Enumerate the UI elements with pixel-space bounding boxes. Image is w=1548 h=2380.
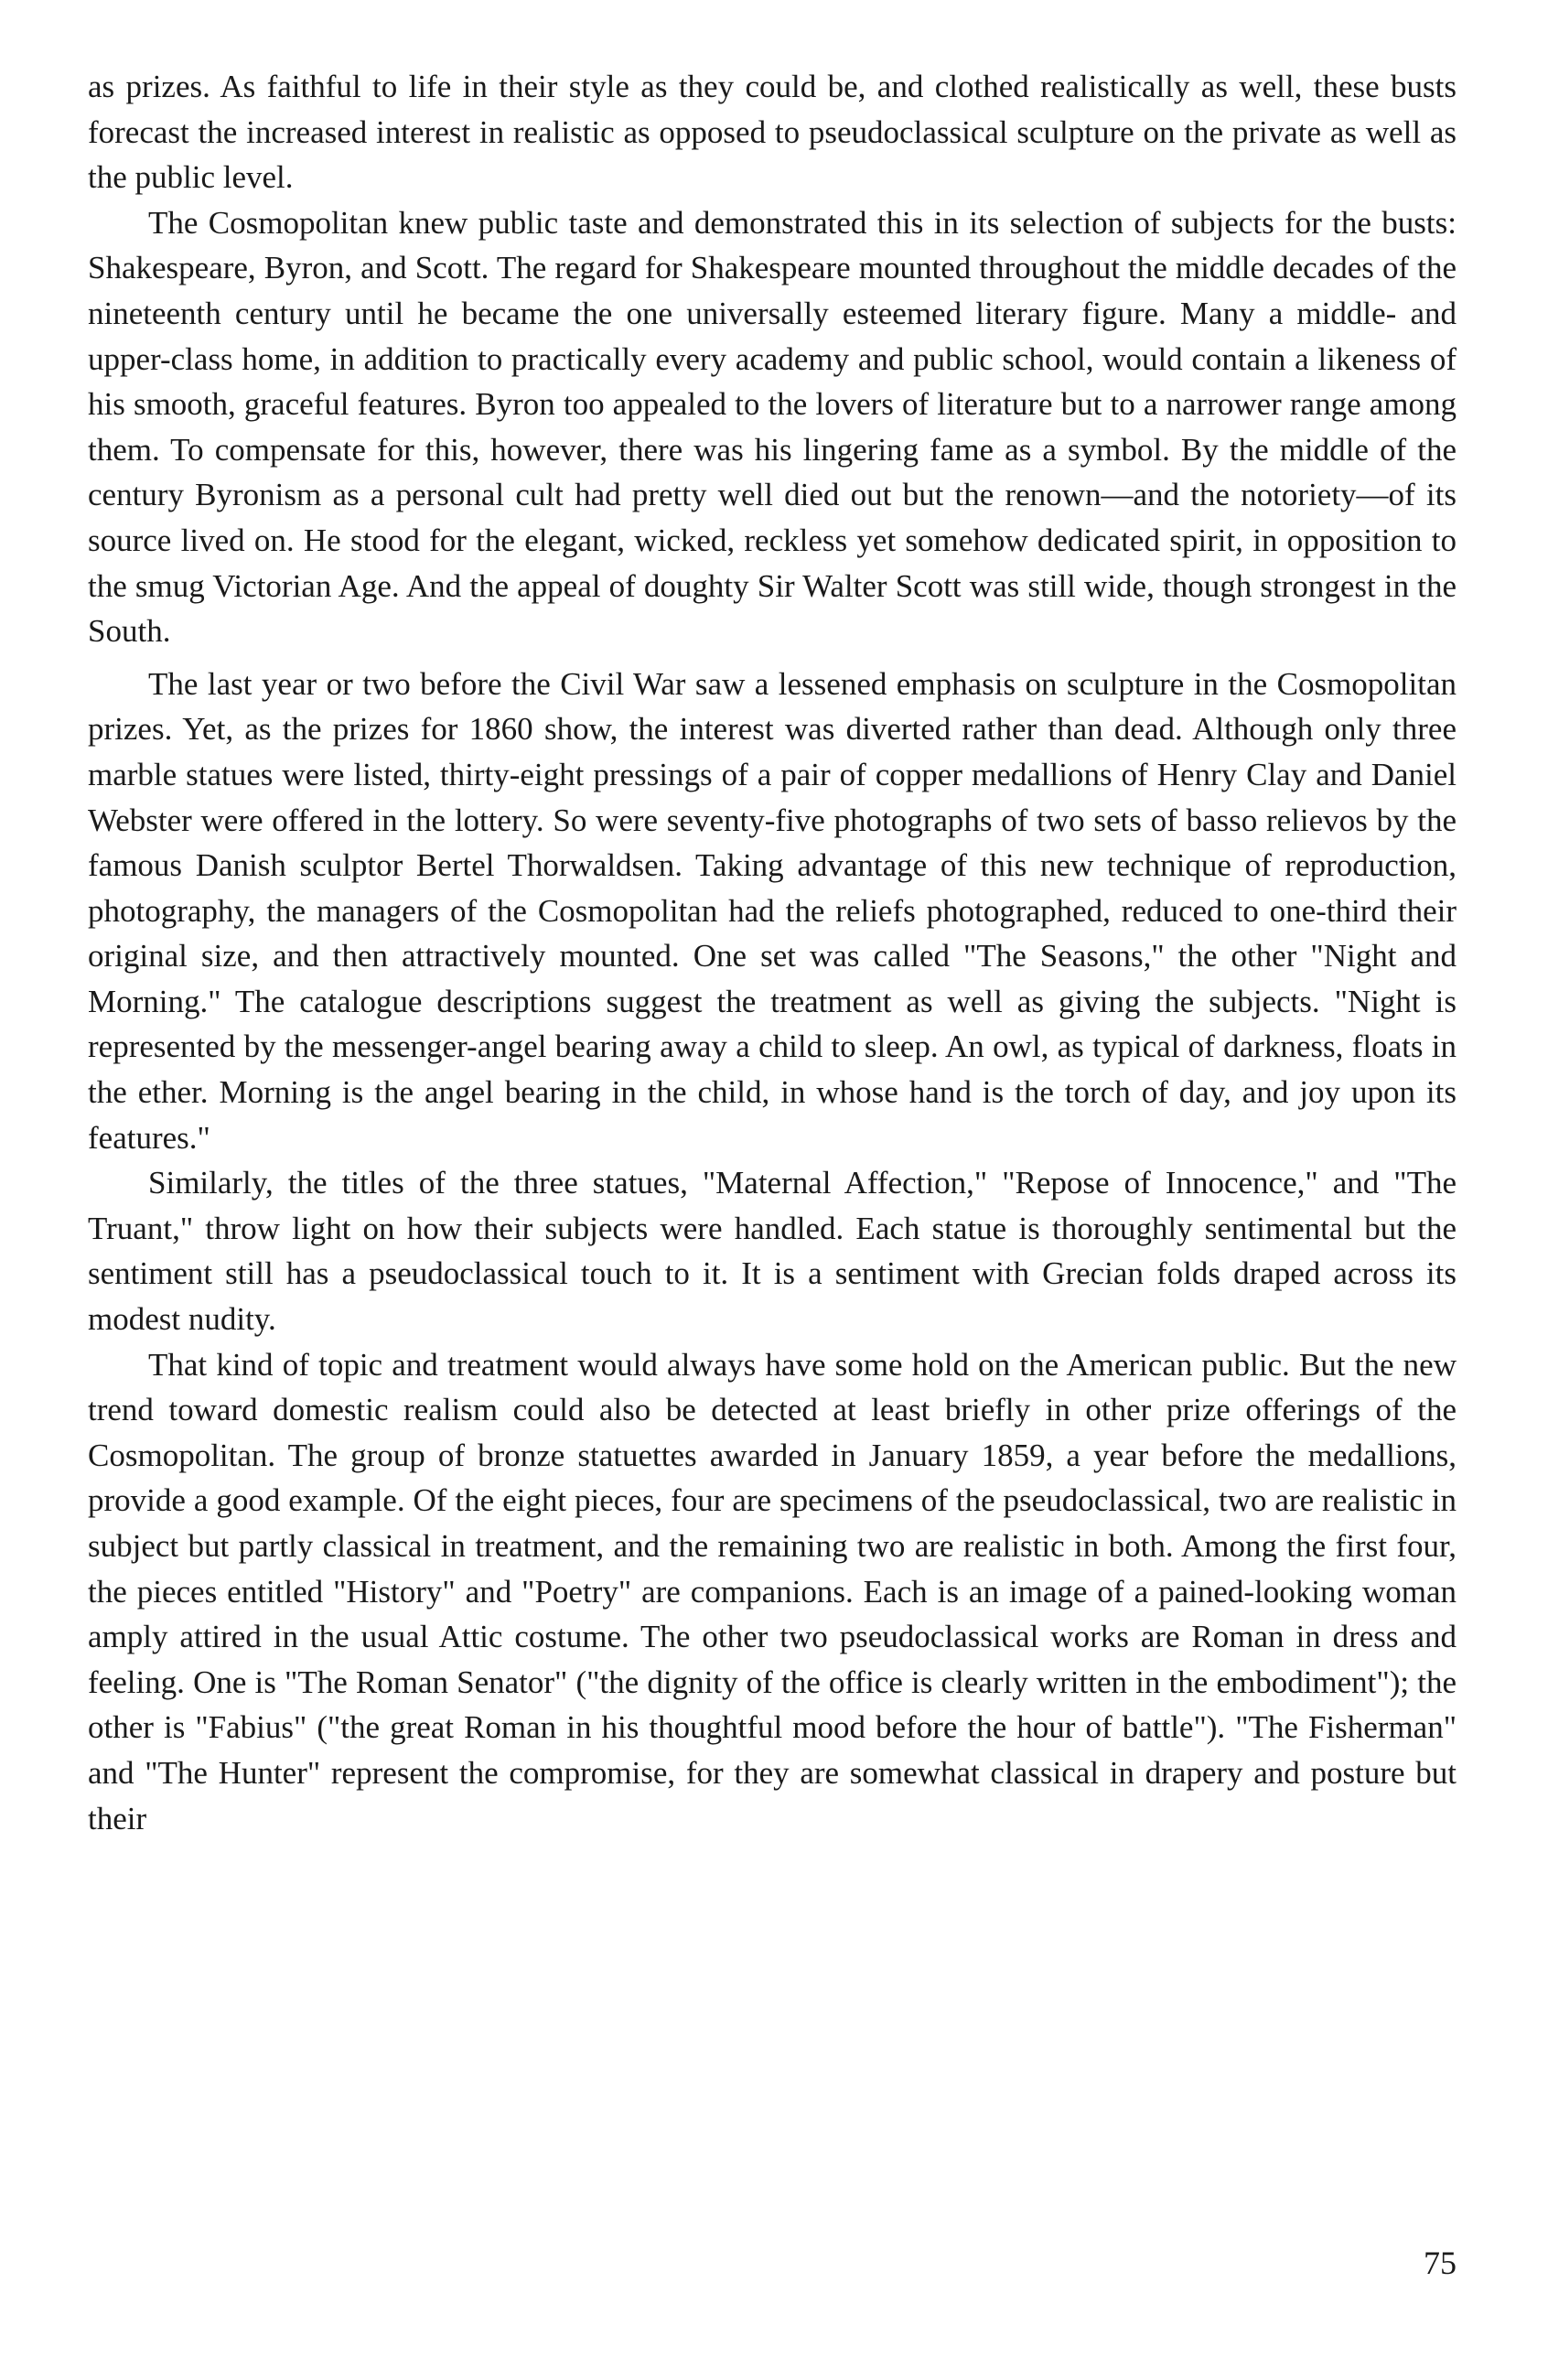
paragraph-5: That kind of topic and treatment would always have some hold on the American public. But the new trend toward domestic realism could also be detected at least briefly in other prize offerings of the Cosmopolitan. The group of bronze statuettes awarded in January 1859, a year before the medallions, provide a good example. Of the eight pieces, four are specimens of the pseudoclassical, two are realistic in subject but partly classical in treatment, and the remaining two are realistic in both. Among the first four, the pieces entitled "History" and "Poetry" are companions. Each is an image of a pained-looking woman amply attired in the usual Attic costume. The other two pseudoclassical works are Roman in dress and feeling. One is "The Roman Senator" ("the dignity of the office is clearly written in the embodiment"); the other is "Fabius" ("the great Roman in his thoughtful mood before the hour of battle"). "The Fisherman" and "The Hunter" represent the compromise, for they are somewhat classical in drapery and posture but their xyxy=(88,1346,1457,1836)
paragraph-3: The last year or two before the Civil War saw a lessened emphasis on sculpture in the Cosmopolitan prizes. Yet, as the prizes for 1860 show, the interest was diverted rather than dead. Although only three marble statues were listed, thirty-eight pressings of a pair of copper medallions of Henry Clay and Daniel Webster were offered in the lottery. So were seventy-five photographs of two sets of basso relievos by the famous Danish sculptor Bertel Thorwaldsen. Taking advantage of this new technique of reproduction, photography, the managers of the Cosmopolitan had the reliefs photographed, reduced to one-third their original size, and then attractively mounted. One set was called "The Seasons," the other "Night and Morning." The catalogue descriptions suggest the treatment as well as giving the subjects. "Night is represented by the messenger-angel bearing away a child to sleep. An owl, as typical of darkness, floats in the ether. Morning is the angel bearing in the child, in whose hand is the torch of day, and joy upon its features." xyxy=(88,665,1457,1156)
page-number: 75 xyxy=(1424,2245,1457,2281)
paragraph-2: The Cosmopolitan knew public taste and demonstrated this in its selection of subjects for the busts: Shakespeare, Byron, and Scott. The regard for Shakespeare mounted throughout the middle decades of the nineteenth century until he became the one universally esteemed literary figure. Many a middle- and upper-class home, in addition to practically every academy and public school, would contain a likeness of his smooth, graceful features. Byron too appealed to the lovers of literature but to a narrower range among them. To compensate for this, however, there was his lingering fame as a symbol. By the middle of the century Byronism as a personal cult had pretty well died out but the renown—and the notoriety—of its source lived on. He stood for the elegant, wicked, reckless yet somehow dedicated spirit, in opposition to the smug Victorian Age. And the appeal of doughty Sir Walter Scott was still wide, though strongest in the South. xyxy=(88,204,1457,650)
paragraph-4: Similarly, the titles of the three statues, "Maternal Affection," "Repose of Innocence," and "The Truant," throw light on how their subjects were handled. Each statue is thoroughly sentimental but the sentiment still has a pseudoclassical touch to it. It is a sentiment with Grecian folds draped across its modest nudity. xyxy=(88,1165,1457,1338)
body-text xyxy=(88,64,1457,1841)
paragraph-1: as prizes. As faithful to life in their style as they could be, and clothed realistically as well, these busts forecast the increased interest in realistic as opposed to pseudoclassical sculpture on the private as well as the public level. xyxy=(88,69,1457,196)
